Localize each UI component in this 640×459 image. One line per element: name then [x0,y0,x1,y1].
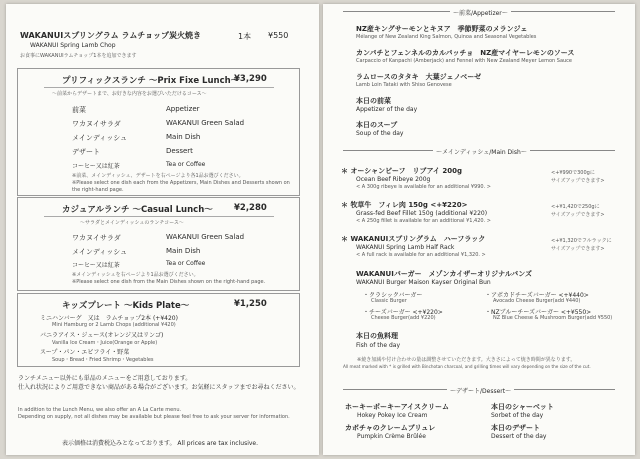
main-item-jp: ＊ 牧草牛 フィレ肉 150g <+¥220> [341,201,468,209]
appetizer-item-en: Lamb Loin Tataki with Shiso Genovese [356,82,452,88]
appetizer-item-en: Soup of the day [356,130,404,137]
casual-note: ※メインディッシュを右ページより1品お選びください。 [72,272,199,278]
appetizer-header: ～前菜/Appetizer～ [450,8,511,17]
right-menu-page [323,4,635,455]
prix-row-en: Appetizer [166,105,200,113]
dessert-item-jp: カボチャのクレームブリュレ [345,424,436,432]
footer-jp-2: 仕入れ状況によりご用意できない商品がある場合がございます。お気軽にスタッフまでお尋ねください。 [18,384,300,391]
kids-line3: スープ・パン・エビフライ・野菜 [40,349,130,356]
kids-line1: ミニハンバーグ 又は ラムチョップ2本 (+¥420) [40,315,178,322]
prix-row-jp: コーヒー又は紅茶 [72,163,120,170]
dessert-item-en: Pumpkin Crème Brûlée [357,433,426,440]
main-item-en: Grass-fed Beef Fillet 150g (additional ¥220) [356,210,488,217]
prix-note: ※前菜、メインディッシュ、デザートを右ページより各1品お選びください。 [72,173,244,179]
prix-row-jp: 前菜 [72,106,86,114]
prix-row-en: Tea or Coffee [166,161,206,168]
prix-row-jp: デザート [72,148,100,156]
footer-jp-1: ランチメニュー以外にも単品のメニューをご用意しております。 [18,375,192,382]
burger-option-en: Avocado Cheese Burger(add ¥440) [493,298,581,304]
prix-price: ¥3,290 [234,74,267,84]
lamb-price: ¥550 [268,31,289,40]
burger-option-jp: ・クラシックバーガー [363,292,423,299]
prix-row-en: WAKANUI Green Salad [166,119,245,127]
main-item-side-2: サイズアップできます> [551,246,605,252]
casual-row-jp: コーヒー又は紅茶 [72,262,120,269]
burger-option-jp: ・NZブルーチーズバーガー <+¥550> [485,309,592,316]
main-item-side: <+¥1,320でフルラックに [551,238,612,244]
prix-note-en: ※Please select one dish each from the Appetizers, Main Dishes and Desserts shown on [72,180,290,186]
kids-line1-en: Mini Hamburg or 2 Lamb Chops (additional ¥420) [52,322,176,328]
dessert-item-jp: 本日のシャーベット [491,403,554,411]
appetizer-item-jp: 本日のスープ [356,121,398,129]
appetizer-item-en: Mélange of New Zealand King Salmon, Quinoa and Seasonal Vegetables [356,34,537,40]
appetizer-item-jp: カンパチとフェンネルのカルパッチョ NZ産マイヤーレモンのソース [356,49,575,57]
casual-row-jp: メインディッシュ [72,248,128,256]
appetizer-item-en: Appetizer of the day [356,106,418,113]
burger-option-jp: ・アボカドチーズバーガー <+¥440> [485,292,589,299]
footer-en-1: In addition to the Lunch Menu, we also offer an A La Carte menu. [18,407,182,413]
fish-en: Fish of the day [356,342,400,349]
casual-note-en: ※Please select one dish from the Main Dishes shown on the right-hand page. [72,279,266,285]
appetizer-item-jp: ラムロースのタタキ 大葉ジェノベーゼ [356,73,482,81]
burger-option-jp: ・チーズバーガー <+¥220> [363,309,443,316]
main-item-jp-text: WAKANUIスプリングラム ハーフラック [350,235,486,243]
burger-title-jp: WAKANUIバーガー メゾンカイザーオリジナルバンズ [356,270,533,278]
appetizer-item-jp: NZ産キングサーモンとキヌア 季節野菜のメランジェ [356,25,528,33]
casual-subtitle: ～サラダとメインディッシュのランチコース～ [80,220,184,226]
prix-row-jp: メインディッシュ [72,134,128,142]
footer-en-2: Depending on supply, not all dishes may be available but please feel free to ask your server for information. [18,414,290,420]
dessert-item-en: Sorbet of the day [491,412,544,419]
kids-price: ¥1,250 [234,299,267,309]
appetizer-item-jp: 本日の前菜 [356,97,391,105]
casual-row-jp: ワカヌイサラダ [72,234,121,242]
main-item-jp-text: 牧草牛 フィレ肉 150g <+¥220> [350,201,468,209]
main-item-side: <+¥1,420で250gに [551,204,600,210]
main-item-jp: ＊ WAKANUIスプリングラム ハーフラック [341,235,486,243]
fish-jp: 本日の魚料理 [356,332,398,340]
burger-option-en: Classic Burger [371,298,407,304]
dessert-item-jp: ホーキーポーキーアイスクリーム [345,403,449,411]
prix-row-en: Main Dish [166,133,201,141]
prix-title: プリフィックスランチ ～Prix Fixe Lunch～ [62,76,240,86]
main-item-en: WAKANUI Spring Lamb Half Rack [356,244,455,251]
main-item-add: < A 250g fillet is available for an additional ¥1,420. > [356,218,491,224]
main-item-add: < A 300g ribeye is available for an additional ¥990. > [356,184,491,190]
main-note-en: All meat marked with * is grilled with Binchotan charcoal, and grilling times will vary depending on the size of the cut. [343,364,591,369]
prix-row-jp: ワカヌイサラダ [72,120,121,128]
kids-title: キッズプレート ～Kids Plate～ [62,301,190,311]
dessert-item-en: Hokey Pokey Ice Cream [357,412,428,419]
tax-note: 表示価格は消費税込みとなっております。 All prices are tax inclusive. [62,440,259,447]
main-item-en: Ocean Beef Ribeye 200g [356,176,431,183]
dessert-item-jp: 本日のデザート [491,424,540,432]
lamb-qty: 1本 [238,32,252,41]
kids-line3-en: Soup・Bread・Fried Shrimp・Vegetables [52,357,154,363]
main-item-side-2: サイズアップできます> [551,178,605,184]
main-item-add: < A full rack is available for an additional ¥1,320. > [356,252,486,258]
casual-price: ¥2,280 [234,203,267,213]
casual-row-en: WAKANUI Green Salad [166,233,245,241]
main-item-jp: ＊ オーシャンビーフ リブアイ 200g [341,167,462,175]
kids-line2: バニラアイス・ジュース(オレンジ又はリンゴ) [40,332,164,339]
kids-plate-section [17,293,300,367]
left-menu-page [6,4,319,455]
casual-row-en: Main Dish [166,247,201,255]
main-item-jp-text: オーシャンビーフ リブアイ 200g [350,167,462,175]
casual-row-en: Tea or Coffee [166,260,206,267]
prix-note-en-2: the right-hand page. [72,187,124,193]
casual-lunch-section [17,197,300,291]
prix-row-en: Dessert [166,147,193,155]
casual-title: カジュアルランチ ～Casual Lunch～ [62,205,213,215]
main-item-side: <+¥990で300gに [551,170,595,176]
dessert-item-en: Dessert of the day [491,433,547,440]
burger-title-en: WAKANUI Burger Maison Kayser Original Bun [356,279,491,286]
burger-option-en: Cheese Burger(add ¥220) [371,315,436,321]
prix-subtitle: ～前菜からデザートまで、お好きな内容をお選びいただけるコース～ [52,91,207,97]
dessert-header: ～デザート/Dessert～ [447,386,514,395]
kids-line2-en: Vanilla Ice Cream・Juice(Orange or Apple) [52,340,158,346]
lamb-sub: WAKANUI Spring Lamb Chop [30,42,116,49]
burger-option-en: NZ Blue Cheese & Mushroom Burger(add ¥550) [493,315,613,321]
lamb-title: WAKANUIスプリングラム ラムチョップ炭火焼き [20,31,201,40]
lamb-note: お食事にWAKANUIラムチョップ1本を追加できます [20,53,137,59]
appetizer-item-en: Carpaccio of Kanpachi (Amberjack) and Fennel with New Zealand Meyer Lemon Sauce [356,58,573,64]
main-item-side-2: サイズアップできます> [551,212,605,218]
main-header: ～メインディッシュ/Main Dish～ [433,147,530,156]
prix-fixe-section [17,68,300,196]
main-note: ※焼き加減や付け合わせの量は調整させていただきます。大きさによって焼き時間が異なります。 [357,357,576,363]
